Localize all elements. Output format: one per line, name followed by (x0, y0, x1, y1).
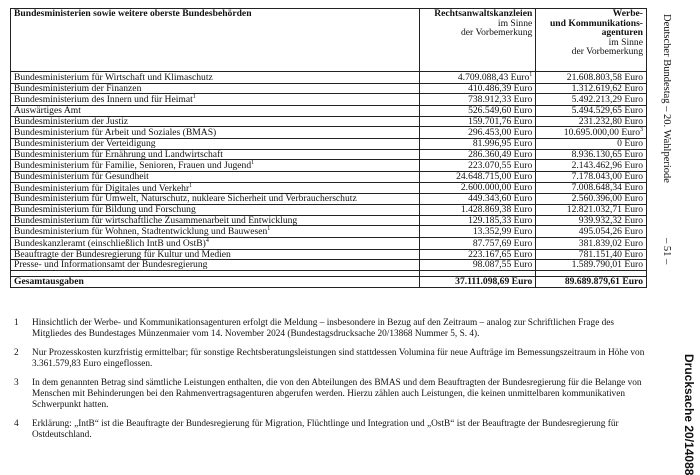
ministry-name (11, 172, 420, 183)
agencies-amount-text: 781.151,40 Euro (578, 248, 643, 260)
agencies-amount (536, 172, 647, 183)
table-row (11, 149, 647, 160)
ministry-name (11, 160, 420, 172)
expenses-table (10, 8, 647, 288)
agencies-amount-text: 8.936.130,65 Euro (571, 148, 643, 160)
footnote-marker: 1 (529, 72, 533, 78)
ministry-name (11, 72, 420, 84)
table-row (11, 194, 647, 205)
ministry-name-text: Bundesministerium für Bildung und Forschung (14, 204, 196, 216)
law-firms-amount-text: 98.087,55 Euro (472, 259, 533, 271)
agencies-amount-text: 7.008.648,34 Euro (571, 182, 643, 194)
ministry-name (11, 94, 420, 106)
ministry-name (11, 205, 420, 216)
law-firms-amount-text: 159.701,76 Euro (468, 115, 533, 127)
table-row (11, 106, 647, 117)
law-firms-amount-text: 4.709.088,43 Euro (457, 72, 530, 84)
law-firms-amount-text: 24.648.715,00 Euro (456, 171, 533, 183)
table-row (11, 160, 647, 172)
law-firms-amount-text: 223.070,55 Euro (468, 159, 533, 171)
margin-header (656, 0, 678, 474)
law-firms-amount (420, 182, 536, 194)
agencies-amount-text: 1.312.619,62 Euro (571, 82, 643, 94)
margin-drucksache (676, 0, 698, 474)
ministry-name (11, 182, 420, 194)
agencies-amount (536, 127, 647, 139)
total-label: Gesamtausgaben (11, 277, 420, 288)
table-row (11, 83, 647, 94)
law-firms-amount (420, 106, 536, 117)
footnote-marker: 1 (189, 182, 193, 189)
ministry-name-text: Bundesministerium der Justiz (14, 115, 129, 127)
ministry-name-text: Auswärtiges Amt (14, 105, 81, 117)
footnote (10, 318, 650, 340)
ministry-name-text: Presse- und Informationsamt der Bundesregierung (14, 259, 208, 271)
header-agencies-title-2: und Kommunikations- (549, 17, 643, 29)
footnote-number: 2 (14, 347, 19, 358)
agencies-amount (536, 260, 647, 271)
ministry-name (11, 116, 420, 127)
header-law-firms (420, 9, 536, 72)
footnote-number: 3 (14, 377, 19, 388)
agencies-amount (536, 72, 647, 84)
table-row (11, 182, 647, 194)
agencies-amount-text: 495.054,26 Euro (578, 225, 643, 237)
table-row (11, 94, 647, 106)
law-firms-amount-text: 87.757,69 Euro (472, 237, 533, 249)
agencies-amount-text: 5.494.529,65 Euro (571, 105, 643, 117)
ministry-name (11, 194, 420, 205)
header-ministries: Bundesministerien sowie weitere oberste Bundesbehörden (11, 9, 420, 72)
footnote-text: Hinsichtlich der Werbe- und Kommunikationsagenturen erfolgt die Meldung – insbesondere in Bezug auf den Zeitraum – analog zur Schriftlichen Frage des Mitgliedes des Bundestages Münzenmaier vom 14. November 2024 (Bundestagsdrucksache 20/13868 Nummer 5, S. 4). (32, 318, 615, 339)
agencies-amount (536, 205, 647, 216)
agencies-amount (536, 139, 647, 150)
footnote-number: 1 (14, 318, 19, 328)
footnote (10, 348, 650, 370)
footnote-marker: 3 (640, 127, 643, 134)
agencies-amount (536, 149, 647, 160)
law-firms-amount (420, 72, 536, 84)
ministry-name (11, 238, 420, 250)
law-firms-amount (420, 160, 536, 172)
header-agencies-title-3: agenturen (601, 27, 643, 39)
footnote-marker: 1 (192, 94, 196, 101)
agencies-amount (536, 106, 647, 117)
agencies-amount (536, 160, 647, 172)
law-firms-amount-text: 410.486,39 Euro (468, 82, 533, 94)
header-agencies-sub-1: im Sinne (608, 36, 643, 48)
law-firms-amount (420, 127, 536, 139)
agencies-amount-text: 7.178.043,00 Euro (571, 171, 643, 183)
header-agencies-title-1: Werbe- (612, 8, 643, 19)
ministry-name (11, 249, 420, 260)
page-number: – 51 – (661, 238, 672, 265)
ministry-name-text: Bundeskanzleramt (einschließlich IntB und OstB) (14, 238, 206, 250)
table-row (11, 139, 647, 150)
agencies-amount-text: 2.143.462,96 Euro (571, 159, 643, 171)
table-row (11, 116, 647, 127)
ministry-name-text: Bundesministerium des Innern und für Heimat (14, 94, 193, 106)
ministry-name-text: Bundesministerium für Digitales und Verkehr (14, 182, 190, 194)
law-firms-amount (420, 205, 536, 216)
law-firms-amount (420, 238, 536, 250)
drucksache-number: Drucksache 20/14088 (682, 354, 696, 475)
ministry-name-text: Bundesministerium für Wohnen, Stadtentwicklung und Bauwesen (14, 226, 268, 238)
footnote (10, 378, 650, 411)
law-firms-amount-text: 13.352,99 Euro (472, 225, 533, 237)
law-firms-amount-text: 2.600.000,00 Euro (460, 182, 533, 194)
law-firms-amount-text: 223.167,65 Euro (468, 248, 533, 260)
ministry-name-text: Bundesministerium für wirtschaftliche Zusammenarbeit und Entwicklung (14, 214, 298, 226)
agencies-amount-text: 231.232,80 Euro (578, 115, 643, 127)
ministry-name-text: Bundesministerium für Arbeit und Soziales (BMAS) (14, 126, 217, 138)
law-firms-amount-text: 81.996,95 Euro (472, 138, 533, 150)
footnote-text: In dem genannten Betrag sind sämtliche Leistungen enthalten, die von den Abteilungen des BMAS und dem Beauftragten der Bundesregierung für die Belange von Menschen mit Behinderungen bei den Rahmenvertragsagenturen abgerufen werden. Hierzu zählen auch Leistungen, die keinen unmittelbaren kommunikativen Schwerpunkt hatten. (32, 377, 642, 410)
footnote-marker: 4 (205, 238, 209, 245)
footnote-text: Erklärung: „IntB“ ist die Beauftragte der Bundesregierung für Migration, Flüchtlinge und Integration und „OstB“ ist der Beauftragte der Bundesregierung für Ostdeutschland. (32, 418, 619, 440)
agencies-amount (536, 249, 647, 260)
agencies-amount-text: 939.932,32 Euro (578, 214, 643, 226)
ministry-name (11, 215, 420, 226)
table-row (11, 127, 647, 139)
law-firms-amount-text: 286.360,49 Euro (468, 148, 533, 160)
law-firms-amount (420, 249, 536, 260)
table-row (11, 226, 647, 238)
ministry-name-text: Beauftragte der Bundesregierung für Kultur und Medien (14, 248, 231, 260)
ministry-name-text: Bundesministerium für Familie, Senioren, Frauen und Jugend (14, 160, 252, 172)
agencies-amount-text: 5.492.213,29 Euro (571, 93, 643, 105)
agencies-amount (536, 226, 647, 238)
ministry-name-text: Bundesministerium für Gesundheit (14, 171, 149, 183)
table-body (11, 72, 647, 271)
footnote-number: 4 (14, 418, 19, 429)
law-firms-amount (420, 139, 536, 150)
table-row (11, 260, 647, 271)
footnote-marker: 1 (251, 160, 255, 167)
table-row (11, 238, 647, 250)
ministry-name (11, 83, 420, 94)
table-row (11, 249, 647, 260)
ministry-name-text: Bundesministerium der Finanzen (14, 82, 142, 94)
ministry-name (11, 260, 420, 271)
agencies-amount (536, 182, 647, 194)
agencies-amount (536, 215, 647, 226)
agencies-amount-text: 12.821.032,71 Euro (566, 204, 643, 216)
bundestag-period-label: Deutscher Bundestag – 20. Wahlperiode (661, 14, 672, 183)
law-firms-amount (420, 172, 536, 183)
agencies-amount-text: 2.560.396,00 Euro (571, 193, 643, 205)
law-firms-amount (420, 149, 536, 160)
law-firms-amount-text: 526.549,60 Euro (468, 105, 533, 117)
ministry-name (11, 149, 420, 160)
table-row (11, 205, 647, 216)
ministry-name-text: Bundesministerium der Verteidigung (14, 138, 156, 150)
law-firms-amount-text: 129.185,33 Euro (468, 214, 533, 226)
ministry-name-text: Bundesministerium für Umwelt, Naturschutz, nukleare Sicherheit und Verbraucherschutz (14, 193, 357, 205)
header-agencies-sub-2: der Vorbemerkung (571, 46, 643, 58)
header-agencies (536, 9, 647, 72)
agencies-amount (536, 238, 647, 250)
agencies-amount-text: 1.589.790,01 Euro (571, 259, 643, 271)
footnote (10, 419, 650, 441)
ministry-name-text: Bundesministerium für Ernährung und Landwirtschaft (14, 148, 223, 160)
agencies-amount-text: 21.608.803,58 Euro (566, 71, 643, 83)
total-law-firms: 37.111.098,69 Euro (420, 277, 536, 288)
law-firms-amount-text: 1.428.869,38 Euro (460, 204, 533, 216)
agencies-amount-text: 0 Euro (617, 138, 643, 150)
agencies-amount-text: 381.839,02 Euro (578, 237, 643, 249)
ministry-name (11, 139, 420, 150)
law-firms-amount (420, 215, 536, 226)
law-firms-amount-text: 449.343,60 Euro (468, 193, 533, 205)
table-row (11, 215, 647, 226)
law-firms-amount (420, 83, 536, 94)
header-law-firms-sub-1: im Sinne (497, 17, 533, 29)
table-header-row (11, 9, 647, 72)
agencies-amount (536, 116, 647, 127)
law-firms-amount (420, 226, 536, 238)
total-agencies: 89.689.879,61 Euro (536, 277, 647, 288)
law-firms-amount-text: 296.453,00 Euro (468, 126, 533, 138)
table-row (11, 172, 647, 183)
ministry-name (11, 106, 420, 117)
table-row (11, 72, 647, 84)
footnote-text: Nur Prozesskosten kurzfristig ermittelbar; für sonstige Rechtsberatungsleistungen sind stattdessen Volumina für neue Aufträge im Bemessungszeitraum in Höhe von 3.361.579,83 Euro eingeflossen. (32, 347, 645, 369)
footnotes (10, 318, 650, 449)
law-firms-amount (420, 194, 536, 205)
footnote-marker: 1 (267, 226, 271, 233)
header-law-firms-title: Rechtsanwaltskanzleien (434, 8, 533, 19)
law-firms-amount (420, 260, 536, 271)
header-law-firms-sub-2: der Vorbemerkung (460, 27, 533, 39)
law-firms-amount-text: 738.912,33 Euro (468, 93, 533, 105)
ministry-name (11, 127, 420, 139)
law-firms-amount (420, 116, 536, 127)
law-firms-amount (420, 94, 536, 106)
ministry-name-text: Bundesministerium für Wirtschaft und Klimaschutz (14, 71, 213, 83)
agencies-amount-text: 10.695.000,00 Euro (563, 127, 640, 139)
table-total-row (11, 277, 647, 288)
agencies-amount (536, 94, 647, 106)
ministry-name (11, 226, 420, 238)
agencies-amount (536, 194, 647, 205)
agencies-amount (536, 83, 647, 94)
